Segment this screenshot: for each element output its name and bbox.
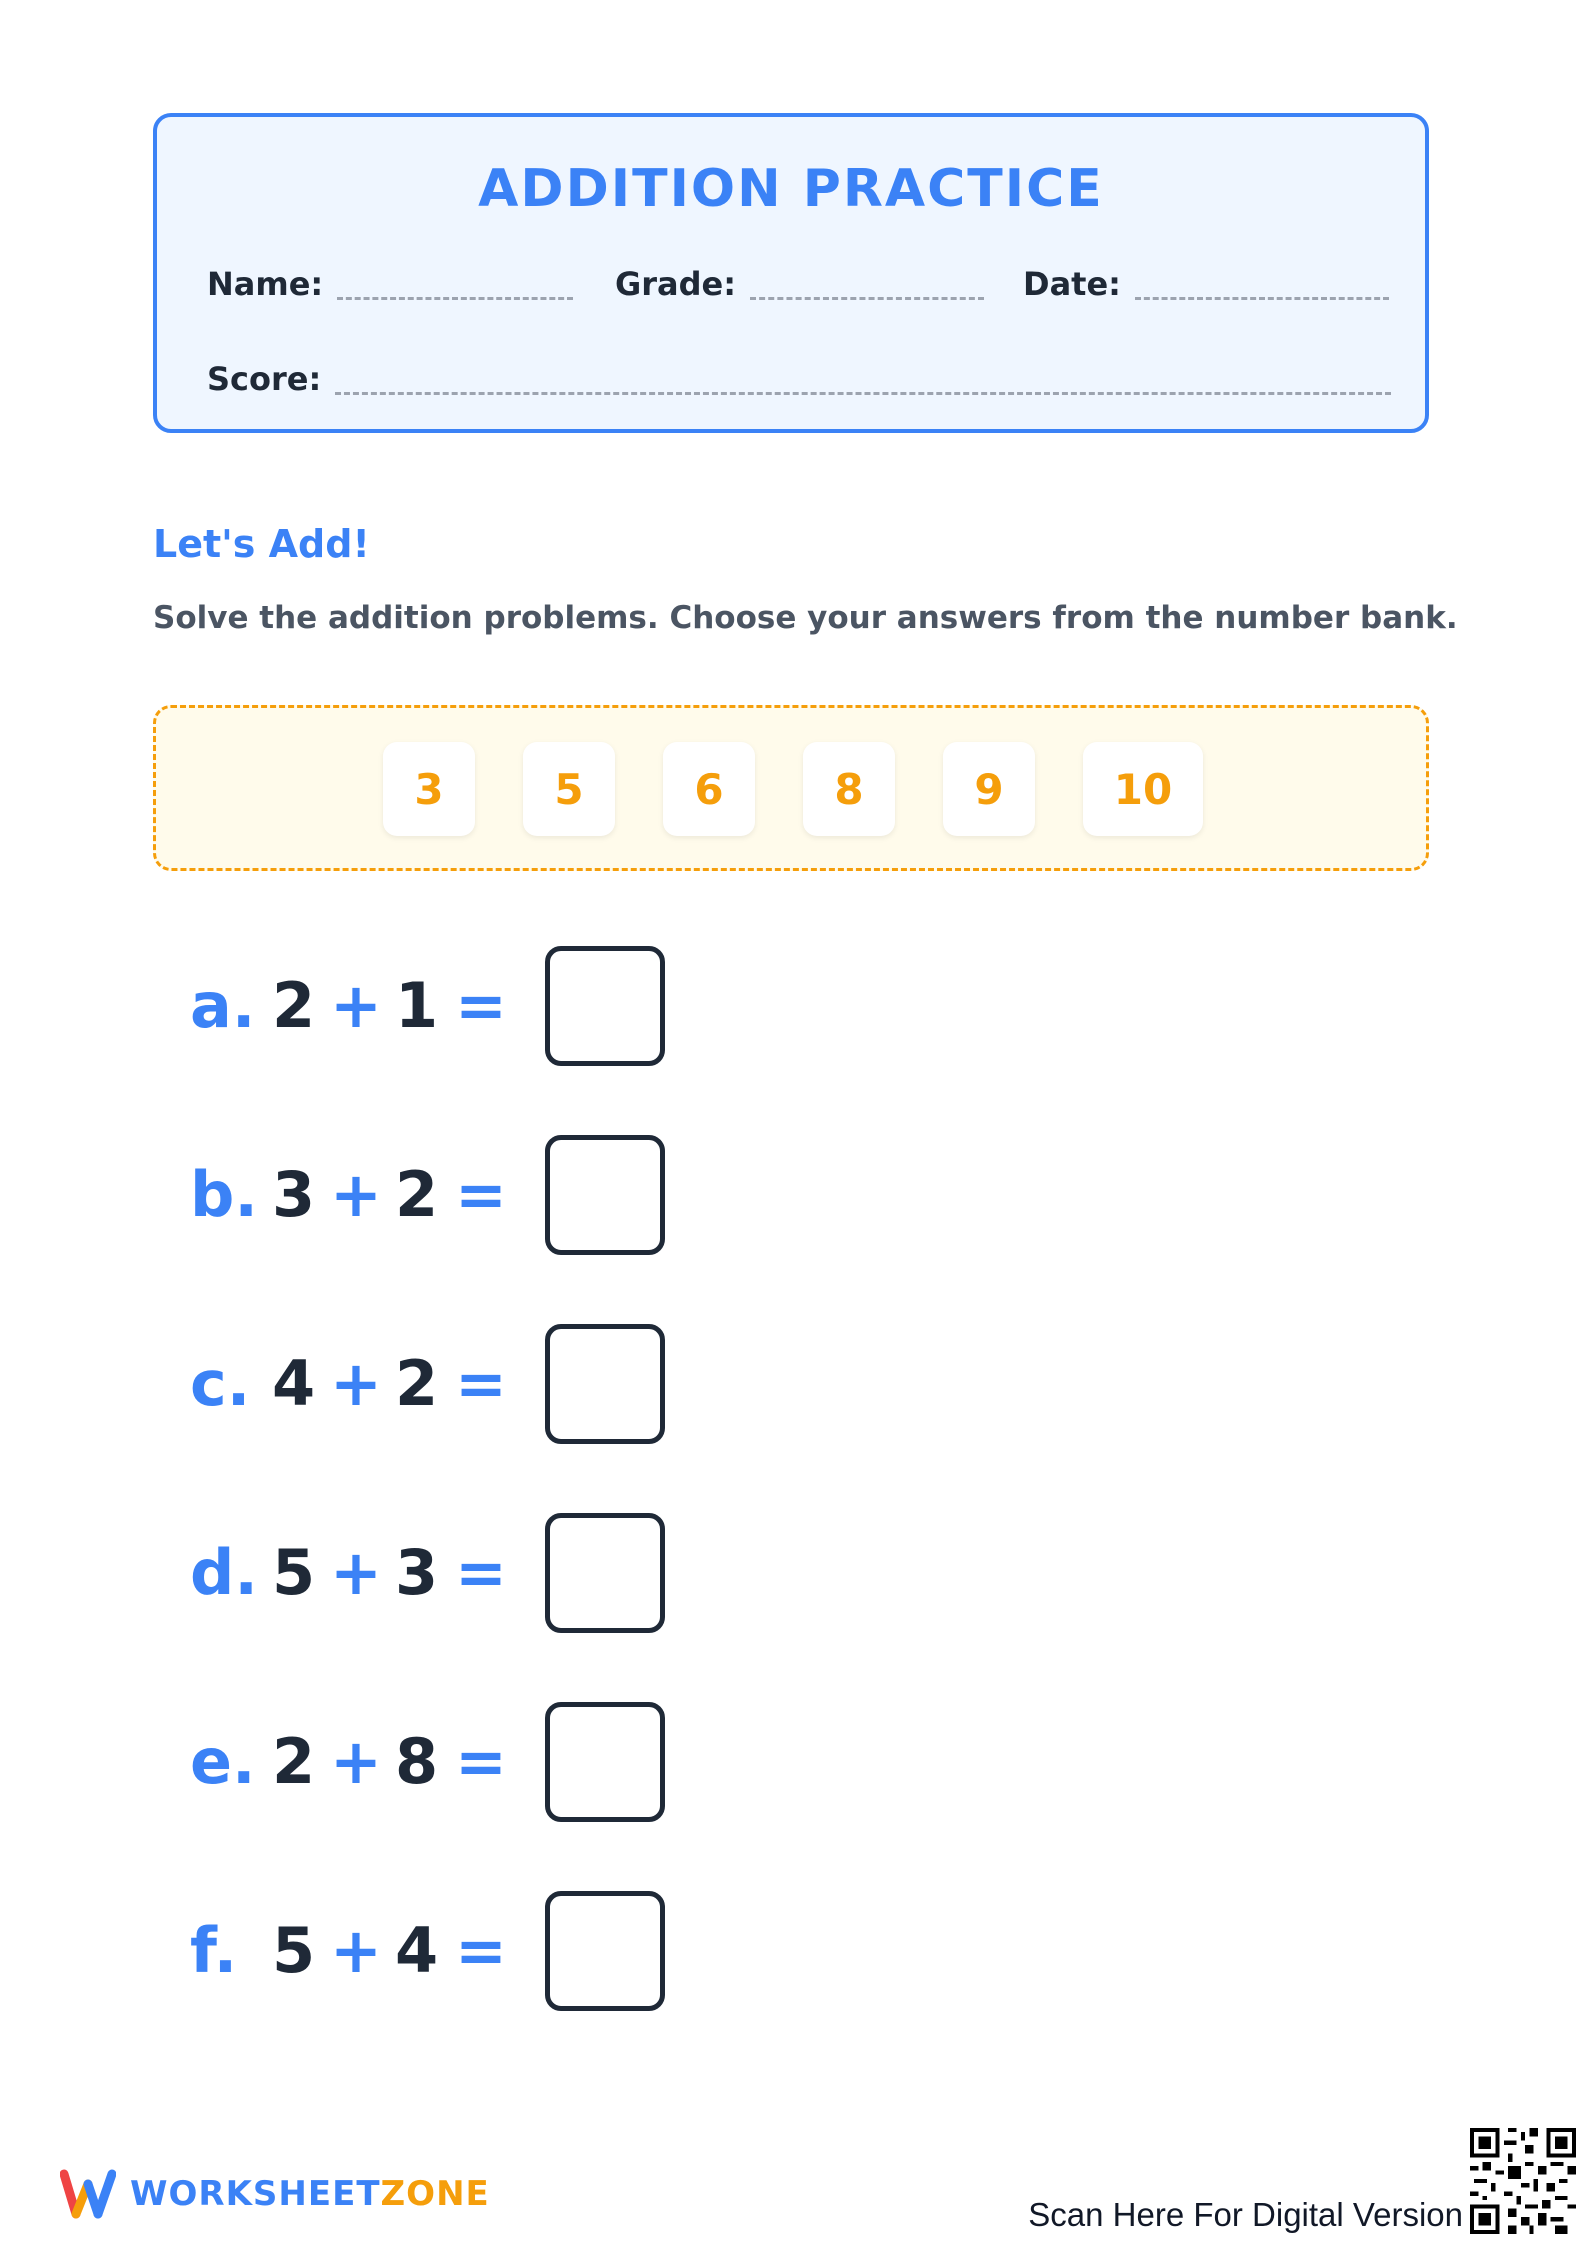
problem-row bbox=[190, 1891, 710, 2011]
scan-text: Scan Here For Digital Version bbox=[1028, 2196, 1463, 2233]
date-line[interactable] bbox=[1135, 267, 1389, 300]
problem-row bbox=[190, 1135, 710, 1255]
plus-sign: + bbox=[330, 1725, 382, 1798]
grade-field[interactable] bbox=[615, 265, 984, 303]
problem-row bbox=[190, 946, 710, 1066]
answer-box[interactable] bbox=[545, 946, 665, 1066]
section-title: Let's Add! bbox=[153, 522, 370, 566]
addend-2: 4 bbox=[395, 1914, 439, 1987]
addend-2: 8 bbox=[395, 1725, 439, 1798]
problem-letter: e. bbox=[190, 1725, 256, 1798]
problem-letter: f. bbox=[190, 1914, 238, 1987]
problem-row bbox=[190, 1702, 710, 1822]
plus-sign: + bbox=[330, 1347, 382, 1420]
number-bank-chip[interactable]: 3 bbox=[383, 742, 475, 836]
addend-1: 5 bbox=[272, 1536, 316, 1609]
problem-letter: a. bbox=[190, 969, 256, 1042]
problem-letter: b. bbox=[190, 1158, 258, 1231]
answer-box[interactable] bbox=[545, 1891, 665, 2011]
problem-letter: d. bbox=[190, 1536, 258, 1609]
plus-sign: + bbox=[330, 1536, 382, 1609]
number-bank-chip[interactable]: 8 bbox=[803, 742, 895, 836]
equals-sign: = bbox=[455, 1914, 507, 1987]
number-bank bbox=[153, 705, 1429, 871]
number-bank-chip[interactable]: 6 bbox=[663, 742, 755, 836]
plus-sign: + bbox=[330, 1914, 382, 1987]
number-bank-chip[interactable]: 5 bbox=[523, 742, 615, 836]
score-line[interactable] bbox=[335, 362, 1391, 395]
qr-code-icon[interactable] bbox=[1470, 2128, 1576, 2234]
answer-box[interactable] bbox=[545, 1135, 665, 1255]
equals-sign: = bbox=[455, 1536, 507, 1609]
addend-1: 2 bbox=[272, 1725, 316, 1798]
score-field[interactable] bbox=[207, 360, 1391, 398]
equals-sign: = bbox=[455, 1347, 507, 1420]
answer-box[interactable] bbox=[545, 1513, 665, 1633]
addend-2: 2 bbox=[395, 1347, 439, 1420]
equals-sign: = bbox=[455, 1725, 507, 1798]
problem-row bbox=[190, 1324, 710, 1444]
name-label: Name: bbox=[207, 265, 324, 303]
worksheet-header bbox=[153, 113, 1429, 433]
grade-label: Grade: bbox=[615, 265, 737, 303]
equals-sign: = bbox=[455, 969, 507, 1042]
logo-text: WORKSHEETZONE bbox=[130, 2174, 490, 2214]
worksheet-title: ADDITION PRACTICE bbox=[478, 159, 1104, 219]
number-bank-chip[interactable]: 10 bbox=[1083, 742, 1203, 836]
worksheetzone-logo[interactable] bbox=[60, 2168, 490, 2220]
answer-box[interactable] bbox=[545, 1702, 665, 1822]
plus-sign: + bbox=[330, 969, 382, 1042]
grade-line[interactable] bbox=[750, 267, 984, 300]
addend-1: 5 bbox=[272, 1914, 316, 1987]
addend-1: 4 bbox=[272, 1347, 316, 1420]
addend-1: 3 bbox=[272, 1158, 316, 1231]
addend-2: 2 bbox=[395, 1158, 439, 1231]
instructions: Solve the addition problems. Choose your answers from the number bank. bbox=[153, 600, 1458, 636]
equals-sign: = bbox=[455, 1158, 507, 1231]
date-label: Date: bbox=[1023, 265, 1121, 303]
name-field[interactable] bbox=[207, 265, 573, 303]
addend-2: 3 bbox=[395, 1536, 439, 1609]
problem-letter: c. bbox=[190, 1347, 251, 1420]
name-line[interactable] bbox=[337, 267, 573, 300]
answer-box[interactable] bbox=[545, 1324, 665, 1444]
plus-sign: + bbox=[330, 1158, 382, 1231]
addend-1: 2 bbox=[272, 969, 316, 1042]
logo-w-icon bbox=[60, 2168, 116, 2220]
number-bank-chip[interactable]: 9 bbox=[943, 742, 1035, 836]
score-label: Score: bbox=[207, 360, 322, 398]
addend-2: 1 bbox=[395, 969, 439, 1042]
problem-row bbox=[190, 1513, 710, 1633]
date-field[interactable] bbox=[1023, 265, 1389, 303]
